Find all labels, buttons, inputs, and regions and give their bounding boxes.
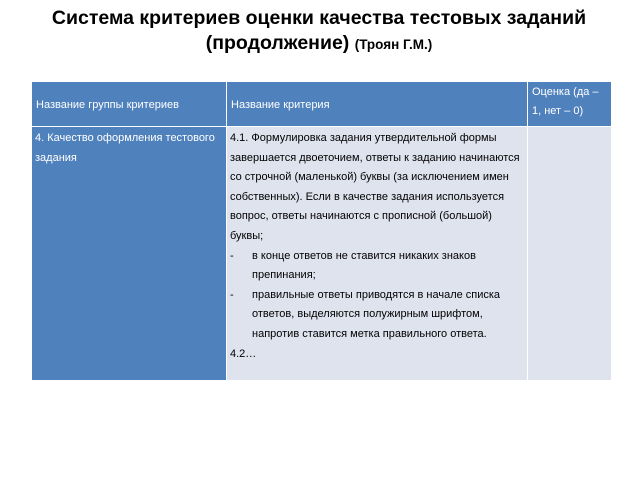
header-criterion-name: Название критерия bbox=[227, 82, 528, 127]
criterion-intro: 4.1. Формулировка задания утвердительной формы завершается двоеточием, ответы к заданию начинаются со строчной (маленькой) буквы (за исключением имен собственных). Если в качестве задания используется вопрос, ответы начинаются с прописной (большой) буквы; bbox=[230, 132, 520, 242]
title-author: (Троян Г.М.) bbox=[354, 37, 433, 52]
criteria-table bbox=[31, 81, 612, 381]
criterion-list-item bbox=[230, 247, 524, 286]
score-cell[interactable] bbox=[528, 127, 612, 381]
criterion-item-text: правильные ответы приводятся в начале списка ответов, выделяются полужирным шрифтом, напротив ставится метка правильного ответа. bbox=[252, 288, 501, 340]
criterion-outro: 4.2… bbox=[230, 347, 257, 360]
header-score: Оценка (да – 1, нет – 0) bbox=[528, 82, 612, 127]
criterion-list-item bbox=[230, 286, 524, 345]
title-line-2 bbox=[0, 31, 638, 57]
list-dash: - bbox=[230, 288, 234, 301]
list-dash: - bbox=[230, 249, 234, 262]
table-header-row bbox=[32, 82, 612, 127]
header-group-name: Название группы критериев bbox=[32, 82, 227, 127]
table-row bbox=[32, 127, 612, 381]
title-continuation: (продолжение) bbox=[205, 32, 350, 54]
group-name-cell: 4. Качество оформления тестового задания bbox=[32, 127, 227, 381]
title-line-1: Система критериев оценки качества тестовых заданий bbox=[51, 7, 587, 29]
criterion-item-text: в конце ответов не ставится никаких знаков препинания; bbox=[252, 249, 476, 282]
criterion-cell bbox=[227, 127, 528, 381]
slide-title bbox=[0, 6, 638, 57]
